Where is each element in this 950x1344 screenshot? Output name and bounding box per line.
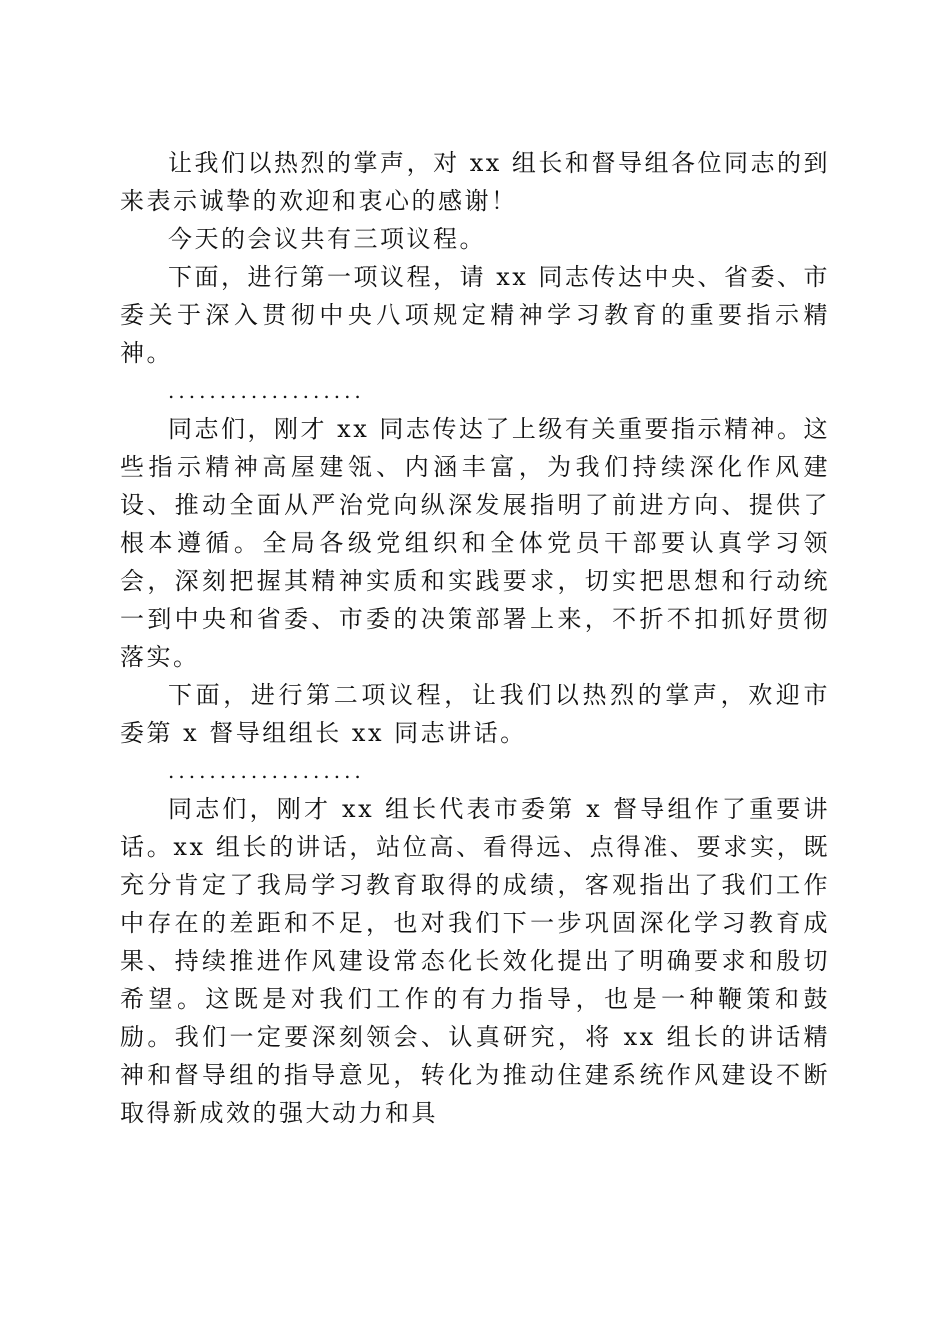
paragraph-summary-1: 同志们，刚才 xx 同志传达了上级有关重要指示精神。这些指示精神高屋建瓴、内涵丰富，为我们持续深化作风建设、推动全面从严治党向纵深发展指明了前进方向、提供了根本遵循。全局各级党组织和全体党员干部要认真学习领会，深刻把握其精神实质和实践要求，切实把思想和行动统一到中央和省委、市委的决策部署上来，不折不扣抓好贯彻落实。 <box>120 415 830 671</box>
ellipsis-separator: ................... <box>168 759 365 783</box>
paragraph-agenda-item-1: 下面，进行第一项议程，请 xx 同志传达中央、省委、市委关于深入贯彻中央八项规定精神学习教育的重要指示精神。 <box>120 263 830 367</box>
ellipsis-separator: ................... <box>168 379 365 403</box>
paragraph-welcome: 让我们以热烈的掌声，对 xx 组长和督导组各位同志的到来表示诚挚的欢迎和衷心的感谢！ <box>120 149 830 215</box>
paragraph-agenda-item-2: 下面，进行第二项议程，让我们以热烈的掌声，欢迎市委第 x 督导组组长 xx 同志讲话。 <box>120 681 830 747</box>
paragraph-agenda-count: 今天的会议共有三项议程。 <box>168 225 486 253</box>
paragraph-summary-2: 同志们，刚才 xx 组长代表市委第 x 督导组作了重要讲话。xx 组长的讲话，站位高、看得远、点得准、要求实，既充分肯定了我局学习教育取得的成绩，客观指出了我们工作中存在的差距和不足，也对我们下一步巩固深化学习教育成果、持续推进作风建设常态化长效化提出了明确要求和殷切希望。这既是对我们工作的有力指导，也是一种鞭策和鼓励。我们一定要深刻领会、认真研究，将 xx 组长的讲话精神和督导组的指导意见，转化为推动住建系统作风建设不断取得新成效的强大动力和具 <box>120 795 830 1127</box>
document-body <box>120 144 830 1132</box>
